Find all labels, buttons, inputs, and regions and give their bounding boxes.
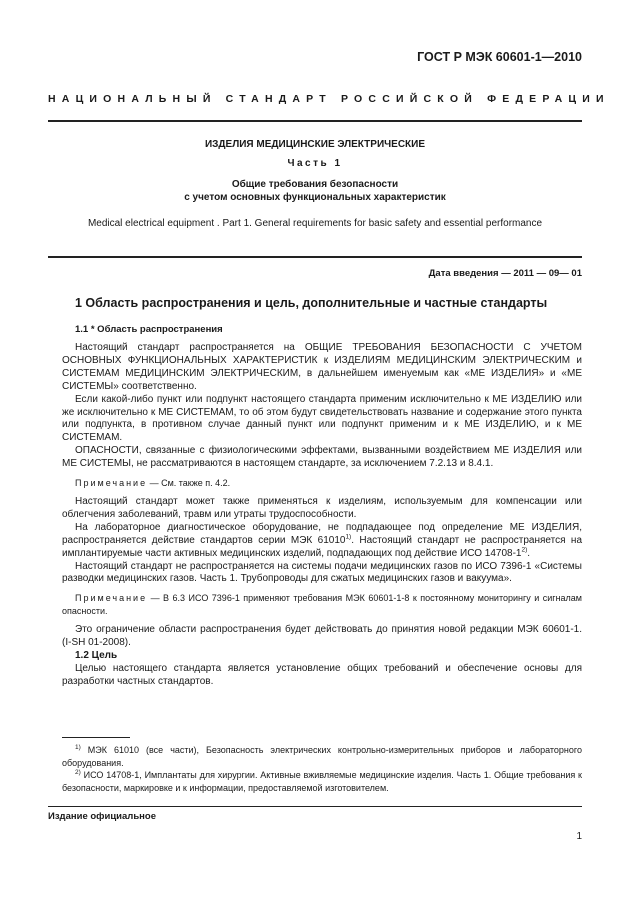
subtitle-line-2: с учетом основных функциональных характеристик <box>184 192 446 203</box>
introduction-date: Дата введения — 2011 — 09— 01 <box>428 268 582 279</box>
section-body <box>62 342 582 689</box>
page-number: 1 <box>576 831 582 842</box>
footnote <box>62 744 582 769</box>
footnote-divider <box>62 737 130 738</box>
paragraph: ОПАСНОСТИ, связанные с физиологическими эффектами, вызванными воздействием МЕ ИЗДЕЛИЯ или МЕ СИСТЕМЫ, не рассматриваются в настоящем стандарте, за исключением 7.2.13 и 8.4.1. <box>62 445 582 470</box>
standard-title: ИЗДЕЛИЯ МЕДИЦИНСКИЕ ЭЛЕКТРИЧЕСКИЕ <box>204 139 426 150</box>
note-text: — См. также п. 4.2. <box>147 478 231 489</box>
paragraph <box>62 522 582 561</box>
paragraph: Если какой-либо пункт или подпункт настоящего стандарта применим исключительно к МЕ ИЗДЕЛИЮ или же исключительно к МЕ СИСТЕМАМ, то об этом будут свидетельствовать название и содержание этого пункта или подпункта, в противном случае данный пункт или подпункт применим и к МЕ ИЗДЕЛИЮ, и к МЕ СИСТЕМАМ. <box>62 393 582 444</box>
footnotes <box>62 744 582 794</box>
footnote-mark: 2) <box>75 769 81 776</box>
note-label: Примечание <box>75 478 148 489</box>
subtitle-line-1: Общие требования безопасности <box>231 179 399 190</box>
paragraph: Целью настоящего стандарта является установление общих требований и обеспечение основы для разработки частных стандартов. <box>62 662 582 687</box>
footer-divider <box>48 806 582 807</box>
edition-label: Издание официальное <box>48 811 156 822</box>
section-1-heading: 1 Область распространения и цель, дополнительные и частные стандарты <box>75 296 548 310</box>
title-divider <box>48 256 582 258</box>
paragraph: Это ограничение области распространения будет действовать до принятия новой редакции МЭК 60601-1. (I-SH 01-2008). <box>62 624 582 649</box>
paragraph-text: На лабораторное диагностическое оборудование, не подпадающее под определение МЕ ИЗДЕЛИЯ, распространяется действие стандартов серии МЭК 61010 <box>62 521 582 546</box>
footnote <box>62 769 582 794</box>
footnote-ref[interactable]: 2) <box>521 546 528 554</box>
paragraph-text: . <box>527 547 531 559</box>
footnote-mark: 1) <box>75 744 81 751</box>
footnote-ref[interactable]: 1) <box>345 533 352 541</box>
standard-subtitle <box>48 178 582 204</box>
footnote-text: МЭК 61010 (все части), Безопасность электрических контрольно-измерительных приборов и лабораторного оборудования. <box>62 745 582 768</box>
header-divider <box>48 120 582 122</box>
section-1-1-heading: 1.1 * Область распространения <box>75 324 223 335</box>
note <box>62 592 582 618</box>
english-title: Medical electrical equipment . Part 1. General requirements for basic safety and essential performance <box>87 218 543 229</box>
note <box>62 477 582 490</box>
national-standard-banner: НАЦИОНАЛЬНЫЙ СТАНДАРТ РОССИЙСКОЙ ФЕДЕРАЦИИ <box>48 93 610 105</box>
document-code: ГОСТ Р МЭК 60601-1—2010 <box>417 50 582 64</box>
paragraph: Настоящий стандарт распространяется на ОБЩИЕ ТРЕБОВАНИЯ БЕЗОПАСНОСТИ С УЧЕТОМ ОСНОВНЫХ ФУНКЦИОНАЛЬНЫХ ХАРАКТЕРИСТИК к ИЗДЕЛИЯМ МЕДИЦИНСКИМ ЭЛЕКТРИЧЕСКИМ и СИСТЕМАМ МЕДИЦИНСКИМ ЭЛЕКТРИЧЕСКИМ, в дальнейшем именуемым как «МЕ ИЗДЕЛИЯ» и «МЕ СИСТЕМЫ» соответственно. <box>62 342 582 392</box>
paragraph-text: . Настоящий стандарт не распространяется на имплантируемые части активных медицинских изделий, подпадающих под действие ИСО 14708-1 <box>62 534 582 559</box>
part-label: Часть 1 <box>287 158 343 169</box>
paragraph: Настоящий стандарт не распространяется на системы подачи медицинских газов по ИСО 7396-1 «Системы разводки медицинских газов. Часть 1. Трубопроводы для сжатых медицинских газов и вакуума». <box>62 560 582 585</box>
note-text: — В 6.3 ИСО 7396-1 применяют требования МЭК 60601-1-8 к постоянному мониторингу и сигналам опасности. <box>62 593 582 617</box>
section-1-2-heading: 1.2 Цель <box>75 649 118 661</box>
note-label: Примечание <box>75 593 148 604</box>
footnote-text: ИСО 14708-1, Имплантаты для хирургии. Активные вживляемые медицинские изделия. Часть 1. Общие требования к безопасности, маркировке и к информации, предоставляемой изготовителем. <box>62 770 582 793</box>
paragraph: Настоящий стандарт может также применяться к изделиям, используемым для компенсации или облегчения заболеваний, травм или утраты трудоспособности. <box>62 495 582 520</box>
